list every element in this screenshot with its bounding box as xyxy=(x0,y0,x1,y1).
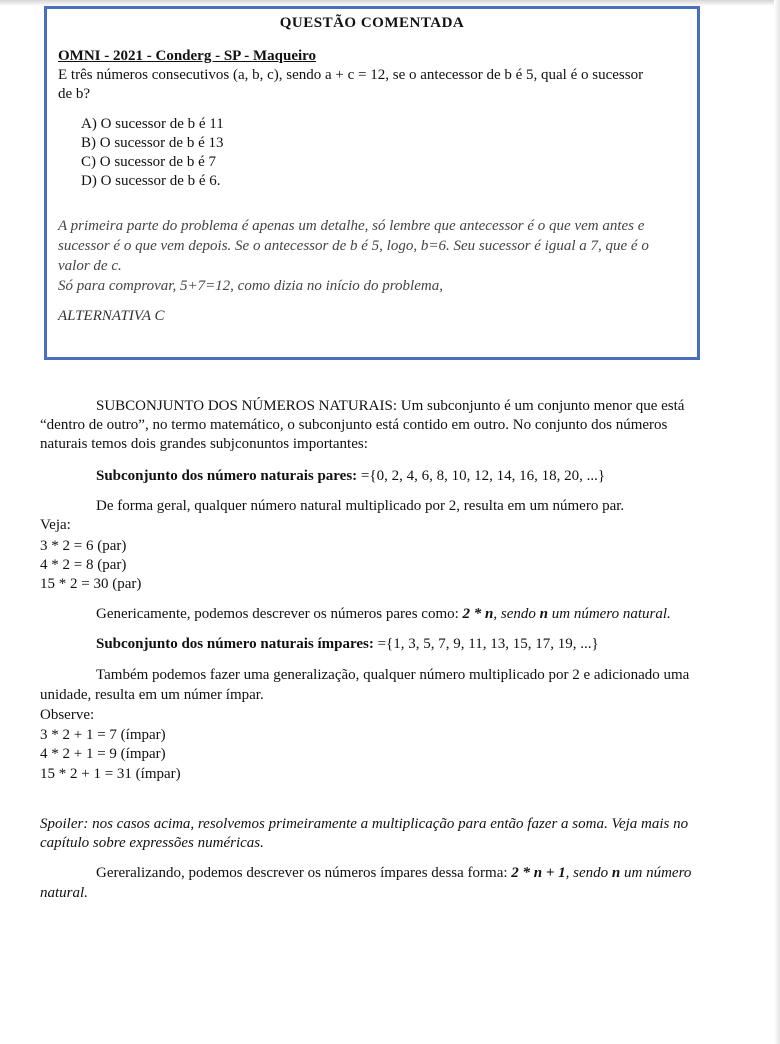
odd-example-2: 4 * 2 + 1 = 9 (ímpar) xyxy=(40,746,166,762)
option-b: B) O sucessor de b é 13 xyxy=(81,135,224,151)
even-example-1: 3 * 2 = 6 (par) xyxy=(40,538,127,554)
even-formula-var: n xyxy=(539,606,548,622)
spoiler-line-1: Spoiler: nos casos acima, resolvemos primeiramente a multiplicação para então fazer a soma. Veja mais no xyxy=(40,816,689,832)
odd-formula-line-2: natural. xyxy=(40,885,88,901)
box-title: QUESTÃO COMENTADA xyxy=(279,15,465,31)
answer: ALTERNATIVA C xyxy=(58,308,165,324)
odd-heading: Subconjunto dos número naturais ímpares: xyxy=(96,636,374,652)
comment-line-1: A primeira parte do problema é apenas um detalhe, só lembre que antecessor é o que vem antes e xyxy=(58,218,645,234)
intro-line-2: “dentro de outro”, no termo matemático, o subconjunto está contido em outro. No conjunto dos números xyxy=(40,417,668,433)
even-subset-line xyxy=(96,467,605,486)
odd-example-3: 15 * 2 + 1 = 31 (ímpar) xyxy=(40,766,181,782)
intro-line-3: naturais temos dois grandes subjconuntos importantes: xyxy=(40,436,368,452)
odd-general-line-1: Também podemos fazer uma generalização, qualquer número multiplicado por 2 e adicionado uma xyxy=(96,667,690,683)
comment-line-2: sucessor é o que vem depois. Se o antecessor de b é 5, logo, b=6. Seu sucessor é igual a 7, que é o xyxy=(58,238,649,254)
odd-set: ={1, 3, 5, 7, 9, 11, 13, 15, 17, 19, ...} xyxy=(373,636,599,652)
odd-formula: 2 * n + 1 xyxy=(511,865,566,881)
question-source: OMNI - 2021 - Conderg - SP - Maqueiro xyxy=(58,48,317,64)
even-formula-mid: , sendo xyxy=(493,606,540,622)
odd-formula-line xyxy=(96,864,691,883)
even-general: De forma geral, qualquer número natural multiplicado por 2, resulta em um número par. xyxy=(96,498,625,514)
odd-observe-label: Observe: xyxy=(40,707,95,723)
comment-line-4: Só para comprovar, 5+7=12, como dizia no início do problema, xyxy=(58,278,443,294)
right-edge-shadow xyxy=(774,0,780,1044)
option-d: D) O sucessor de b é 6. xyxy=(81,173,221,189)
odd-formula-post: um número xyxy=(620,865,692,881)
question-text-line-1: E três números consecutivos (a, b, c), sendo a + c = 12, se o antecessor de b é 5, qual é o sucessor xyxy=(58,67,644,83)
odd-formula-var: n xyxy=(611,865,621,881)
even-heading: Subconjunto dos número naturais pares: xyxy=(96,468,358,484)
comment-line-3: valor de c. xyxy=(58,258,122,274)
even-example-2: 4 * 2 = 8 (par) xyxy=(40,557,127,573)
odd-subset-line xyxy=(96,635,599,654)
even-see-label: Veja: xyxy=(40,517,71,533)
odd-formula-pre: Gereralizando, podemos descrever os números ímpares dessa forma: xyxy=(96,865,512,881)
option-a: A) O sucessor de b é 11 xyxy=(81,116,224,132)
odd-formula-mid: , sendo xyxy=(565,865,612,881)
commented-question-box xyxy=(44,6,700,360)
even-formula-line xyxy=(96,605,671,624)
intro-line-1: SUBCONJUNTO DOS NÚMEROS NATURAIS: Um subconjunto é um conjunto menor que está xyxy=(96,398,685,414)
option-c: C) O sucessor de b é 7 xyxy=(81,154,216,170)
question-text-line-2: de b? xyxy=(58,86,91,102)
even-formula: 2 * n xyxy=(462,606,494,622)
even-set: ={0, 2, 4, 6, 8, 10, 12, 14, 16, 18, 20, ...} xyxy=(357,468,606,484)
even-formula-pre: Genericamente, podemos descrever os números pares como: xyxy=(96,606,463,622)
even-formula-post: um número natural. xyxy=(547,606,671,622)
even-example-3: 15 * 2 = 30 (par) xyxy=(40,576,142,592)
spoiler-line-2: capítulo sobre expressões numéricas. xyxy=(40,835,264,851)
odd-example-1: 3 * 2 + 1 = 7 (ímpar) xyxy=(40,727,166,743)
odd-general-line-2: unidade, resulta em um númer ímpar. xyxy=(40,687,264,703)
